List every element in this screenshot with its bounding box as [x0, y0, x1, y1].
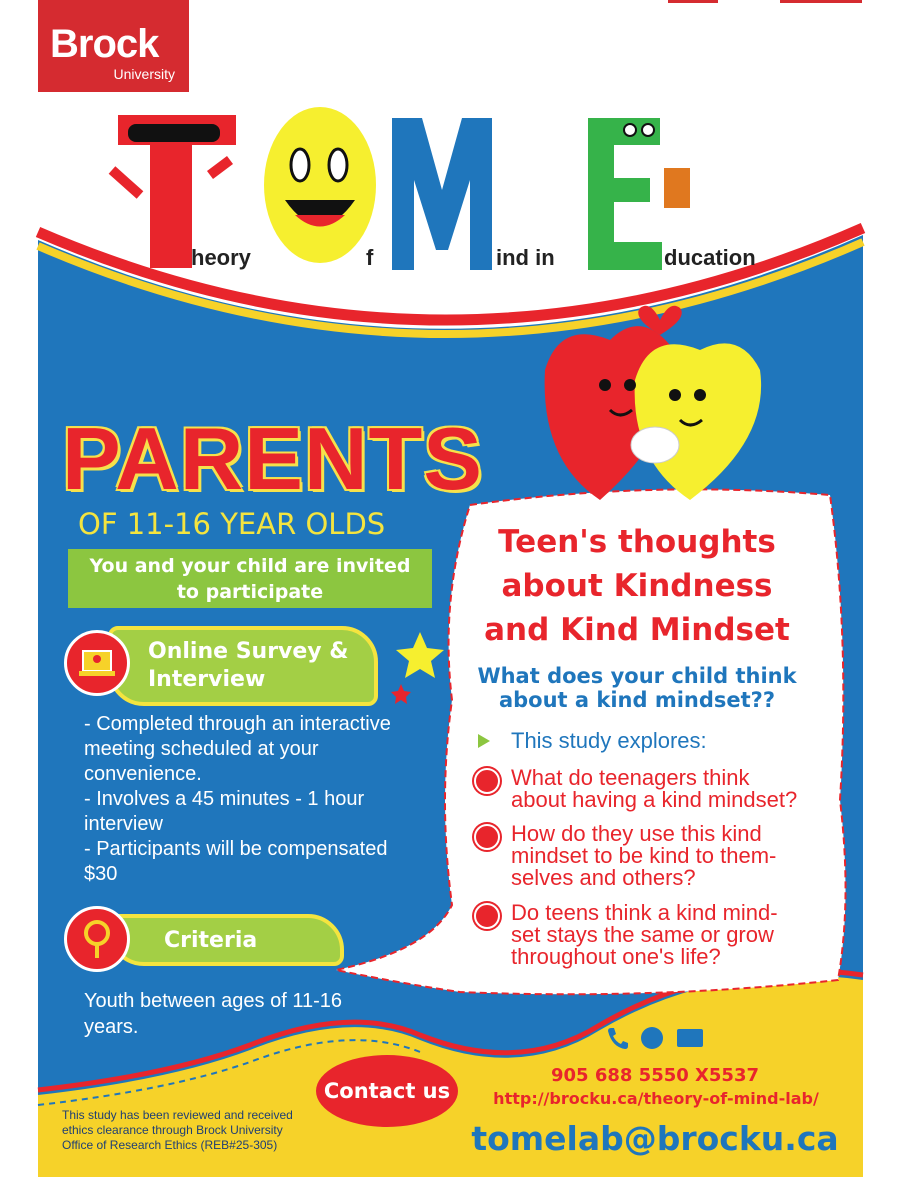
criteria-pill [108, 914, 344, 966]
ethics-note [62, 1108, 324, 1153]
bullet-icon [474, 903, 500, 929]
question-item [511, 823, 821, 889]
ethics-line: This study has been reviewed and received [62, 1108, 293, 1122]
bubble-question-line-1: What does your child think [477, 664, 797, 688]
detail-line: - Involves a 45 minutes - 1 hour [84, 788, 365, 810]
survey-title-line-1: Online Survey & [148, 639, 349, 664]
question-line: How do they use this kind [511, 821, 762, 846]
globe-icon [641, 1027, 663, 1049]
tome-letter-t [0, 0, 1, 1]
detail-line: convenience. [84, 763, 202, 785]
detail-line: interview [84, 813, 163, 835]
bubble-title-line-1: Teen's thoughts [498, 524, 776, 560]
top-bar-left [668, 0, 718, 3]
headline-parents: PARENTS [62, 409, 483, 508]
bubble-question [462, 664, 812, 712]
criteria-title: Criteria [164, 928, 258, 953]
tome-word-of: f [366, 245, 374, 270]
survey-title-line-2: Interview [148, 667, 266, 692]
contact-us-bubble: Contact us [316, 1055, 458, 1127]
play-bullet-icon [476, 733, 492, 749]
question-line: about having a kind mindset? [511, 787, 798, 812]
invite-line-2: to participate [176, 581, 324, 603]
survey-details [84, 712, 424, 887]
criteria-text [84, 988, 384, 1040]
contact-url[interactable]: http://brocku.ca/theory-of-mind-lab/ [493, 1089, 819, 1108]
tome-word-mind: ind in [496, 245, 555, 270]
criteria-text-line-2: years. [84, 1016, 139, 1038]
brand-name: Brock [50, 22, 159, 66]
ethics-line: ethics clearance through Brock University [62, 1123, 283, 1137]
question-item [511, 767, 821, 811]
bubble-question-line-2: about a kind mindset?? [498, 688, 776, 712]
ethics-line: Office of Research Ethics (REB#25-305) [62, 1138, 278, 1152]
age-line: OF 11-16 YEAR OLDS [78, 507, 386, 541]
bubble-title [462, 520, 812, 652]
detail-line: $30 [84, 863, 118, 885]
contact-email[interactable]: tomelab@brocku.ca [471, 1119, 839, 1158]
criteria-text-line-1: Youth between ages of 11-16 [84, 990, 342, 1012]
contact-phone: 905 688 5550 X5537 [550, 1065, 760, 1086]
question-item [511, 902, 821, 968]
question-line: What do teenagers think [511, 765, 750, 790]
invite-box [68, 549, 432, 608]
bullet-icon [474, 824, 500, 850]
detail-line: - Participants will be compensated [84, 838, 388, 860]
bullet-icon [474, 768, 500, 794]
question-line: Do teens think a kind mind- [511, 900, 778, 925]
brock-logo [38, 0, 189, 92]
invite-line-1: You and your child are invited [89, 555, 411, 577]
question-line: mindset to be kind to them- [511, 843, 777, 868]
question-line: selves and others? [511, 865, 696, 890]
question-line: throughout one's life? [511, 944, 721, 969]
mail-icon [677, 1029, 703, 1047]
tome-word-theory: heory [191, 245, 251, 270]
survey-pill [108, 626, 378, 706]
tome-word-education: ducation [664, 245, 756, 270]
survey-laptop-icon [64, 630, 130, 696]
detail-line: meeting scheduled at your [84, 738, 319, 760]
brand-sub: University [113, 66, 175, 82]
bubble-title-line-3: and Kind Mindset [484, 612, 790, 648]
question-line: set stays the same or grow [511, 922, 774, 947]
detail-line: - Completed through an interactive [84, 713, 391, 735]
search-person-icon [64, 906, 130, 972]
bubble-title-line-2: about Kindness [501, 568, 773, 604]
top-bar-right [780, 0, 862, 3]
phone-icon [608, 1028, 628, 1049]
contact-icons [604, 1025, 704, 1051]
explores-line: This study explores: [511, 728, 707, 753]
tome-letters [0, 0, 1, 1]
